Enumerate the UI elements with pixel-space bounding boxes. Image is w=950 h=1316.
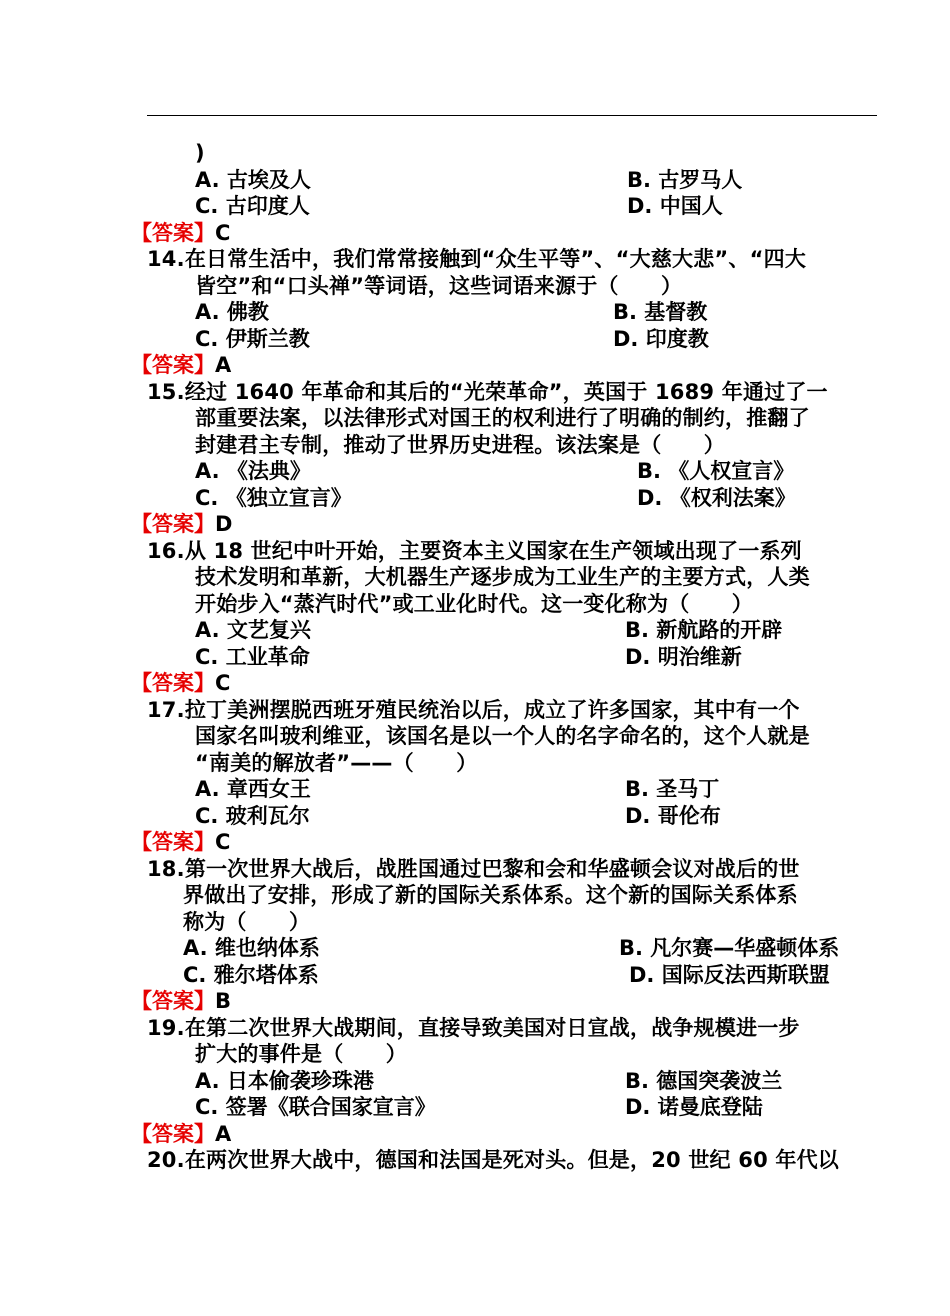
q15-option-b: B. 《人权宣言》	[637, 459, 795, 483]
answer-label: 【答案】	[131, 671, 215, 695]
q19-option-d: D. 诺曼底登陆	[625, 1095, 763, 1119]
q15-number: 15.	[147, 379, 185, 404]
q16-stem-line-1: 从 18 世纪中叶开始，主要资本主义国家在生产领域出现了一系列	[184, 538, 802, 563]
q19-option-b: B. 德国突袭波兰	[625, 1068, 783, 1093]
q19-number: 19.	[147, 1015, 185, 1040]
q14-number: 14.	[147, 247, 185, 271]
q18-stem-line-1: 第一次世界大战后，战胜国通过巴黎和会和华盛顿会议对战后的世	[184, 856, 800, 881]
q13-options-row-1	[147, 167, 882, 194]
q19-stem-line-1: 在第二次世界大战期间，直接导致美国对日宣战，战争规模进一步	[184, 1015, 800, 1040]
question-17	[131, 697, 882, 856]
q17-stem-line-2: 国家名叫玻利维亚，该国名是以一个人的名字命名的，这个人就是	[195, 724, 810, 748]
q14-stem-line-1: 在日常生活中，我们常常接触到“众生平等”、“大慈大悲”、“四大	[184, 247, 807, 271]
answer-label: 【答案】	[131, 353, 215, 377]
q16-option-d: D. 明治维新	[625, 644, 742, 669]
q19-stem-line-2: 扩大的事件是（ ）	[195, 1042, 407, 1066]
q13-option-b: B. 古罗马人	[627, 167, 743, 192]
question-15	[131, 379, 882, 538]
q17-option-a: A. 章西女王	[195, 777, 311, 801]
q16-stem-line-2: 技术发明和革新，大机器生产逐步成为工业生产的主要方式，人类	[195, 565, 810, 589]
q15-answer	[131, 511, 882, 538]
answer-label: 【答案】	[131, 1121, 215, 1146]
q17-stem-line-1: 拉丁美洲摆脱西班牙殖民统治以后，成立了许多国家，其中有一个	[184, 697, 800, 722]
answer-label: 【答案】	[131, 512, 215, 536]
answer-value: A	[215, 1121, 232, 1146]
q15-stem-line-1: 经过 1640 年革命和其后的“光荣革命”，英国于 1689 年通过了一	[184, 379, 828, 404]
q14-option-b: B. 基督教	[613, 300, 708, 324]
answer-label: 【答案】	[131, 830, 215, 854]
q15-stem-line-3: 封建君主专制，推动了世界历史进程。该法案是（ ）	[195, 432, 725, 457]
q19-answer	[131, 1121, 882, 1148]
q16-option-b: B. 新航路的开辟	[625, 618, 783, 642]
q17-option-d: D. 哥伦布	[625, 803, 721, 828]
q16-answer	[131, 670, 882, 697]
q13-option-a: A. 古埃及人	[195, 167, 311, 192]
q18-option-a: A. 维也纳体系	[183, 936, 320, 960]
q14-option-a: A. 佛教	[195, 300, 269, 324]
q16-stem-line-3: 开始步入“蒸汽时代”或工业化时代。这一变化称为（ ）	[195, 591, 754, 616]
q18-option-d: D. 国际反法西斯联盟	[629, 962, 830, 987]
answer-value: C	[215, 830, 231, 854]
q20-stem-line-1: 在两次世界大战中，德国和法国是死对头。但是，20 世纪 60 年代以	[184, 1148, 839, 1172]
q16-option-c: C. 工业革命	[195, 644, 310, 669]
q13-stem-tail: )	[195, 141, 205, 165]
q13-option-d: D. 中国人	[627, 194, 723, 218]
q14-answer	[131, 352, 882, 379]
answer-label: 【答案】	[131, 220, 215, 245]
q17-option-c: C. 玻利瓦尔	[195, 803, 310, 828]
q18-number: 18.	[147, 856, 185, 881]
q13-answer	[131, 220, 882, 247]
q15-stem-line-2: 部重要法案，以法律形式对国王的权利进行了明确的制约，推翻了	[195, 406, 810, 430]
q14-option-d: D. 印度教	[613, 326, 709, 351]
answer-value: C	[215, 671, 231, 695]
q18-option-b: B. 凡尔赛—华盛顿体系	[619, 936, 840, 960]
q15-option-d: D. 《权利法案》	[637, 485, 796, 510]
question-16	[131, 538, 882, 697]
q14-option-c: C. 伊斯兰教	[195, 326, 310, 351]
answer-value: D	[215, 512, 233, 536]
q14-stem-line-2: 皆空”和“口头禅”等词语，这些词语来源于（ ）	[195, 273, 683, 298]
q17-stem-line-3: “南美的解放者”——（ ）	[195, 750, 478, 775]
q18-option-c: C. 雅尔塔体系	[183, 962, 319, 987]
answer-value: B	[215, 989, 232, 1013]
q13-options-row-2	[147, 193, 882, 220]
answer-value: A	[215, 353, 232, 377]
q18-stem-line-3: 称为（ ）	[183, 909, 311, 934]
q15-option-c: C. 《独立宣言》	[195, 485, 352, 510]
q18-answer	[131, 988, 882, 1015]
header-rule	[147, 115, 877, 116]
answer-value: C	[215, 220, 231, 245]
q15-option-a: A. 《法典》	[195, 459, 311, 483]
q16-option-a: A. 文艺复兴	[195, 618, 311, 642]
q13-option-c: C. 古印度人	[195, 194, 310, 218]
question-14	[131, 246, 882, 379]
q17-number: 17.	[147, 697, 185, 722]
question-20	[147, 1147, 882, 1174]
q17-answer	[131, 829, 882, 856]
answer-label: 【答案】	[131, 989, 215, 1013]
q18-stem-line-2: 界做出了安排，形成了新的国际关系体系。这个新的国际关系体系	[183, 883, 798, 907]
exam-page	[131, 140, 882, 1174]
question-19	[131, 1015, 882, 1148]
q17-option-b: B. 圣马丁	[625, 777, 720, 801]
q16-number: 16.	[147, 538, 185, 563]
q19-option-c: C. 签署《联合国家宣言》	[195, 1095, 436, 1119]
q20-number: 20.	[147, 1148, 185, 1172]
question-18	[131, 856, 882, 1015]
q19-option-a: A. 日本偷袭珍珠港	[195, 1068, 374, 1093]
